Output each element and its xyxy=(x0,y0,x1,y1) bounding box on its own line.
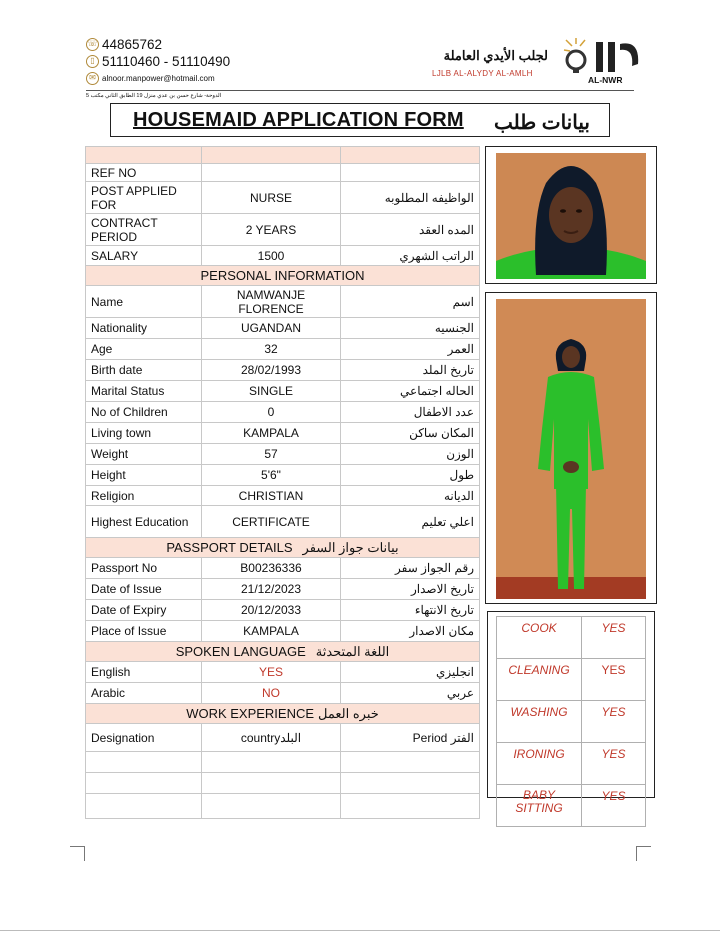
skill-value: YES xyxy=(582,659,646,701)
row-label: No of Children xyxy=(86,402,202,423)
table-row xyxy=(86,286,480,318)
row-value: 28/02/1993 xyxy=(202,360,341,381)
skill-name: IRONING xyxy=(497,743,582,785)
logo-mark-text: AL-NWR xyxy=(588,75,623,85)
page-corner-mark xyxy=(636,846,651,861)
table-row xyxy=(86,444,480,465)
row-label: Place of Issue xyxy=(86,621,202,642)
table-row xyxy=(86,182,480,214)
skill-value: YES xyxy=(582,617,646,659)
row-label-ar: طول xyxy=(341,465,480,486)
address-text: الدوحة- شارع حسن بن عدي منزل 19 الطابق الثاني مكتب 5 xyxy=(86,93,222,99)
row-label-ar: عدد الاطفال xyxy=(341,402,480,423)
row-value: UGANDAN xyxy=(202,318,341,339)
row-value: KAMPALA xyxy=(202,621,341,642)
row-label-ar: تاريخ الانتهاء xyxy=(341,600,480,621)
row-value: 20/12/2033 xyxy=(202,600,341,621)
skill-name: BABY SITTING xyxy=(497,785,582,827)
skill-row xyxy=(497,701,646,743)
row-value: 5'6" xyxy=(202,465,341,486)
designation-header: Designation xyxy=(86,724,202,752)
row-value: 57 xyxy=(202,444,341,465)
row-value: YES xyxy=(202,662,341,683)
skill-row xyxy=(497,659,646,701)
row-label-ar: المكان ساكن xyxy=(341,423,480,444)
work-row xyxy=(86,794,480,819)
skill-name: WASHING xyxy=(497,701,582,743)
row-label: Weight xyxy=(86,444,202,465)
table-row xyxy=(86,662,480,683)
row-label: Arabic xyxy=(86,683,202,704)
portrait-photo xyxy=(496,153,646,279)
row-value: NURSE xyxy=(202,182,341,214)
row-value: KAMPALA xyxy=(202,423,341,444)
row-label-ar: تاريخ الملد xyxy=(341,360,480,381)
row-label-ar: الجنسيه xyxy=(341,318,480,339)
row-label: Living town xyxy=(86,423,202,444)
table-row xyxy=(86,486,480,506)
table-row xyxy=(86,381,480,402)
table-row xyxy=(86,621,480,642)
table-row xyxy=(86,465,480,486)
row-label: Passport No xyxy=(86,558,202,579)
row-value: 32 xyxy=(202,339,341,360)
row-label: POST APPLIED FOR xyxy=(86,182,202,214)
phone-number-1: 44865762 xyxy=(102,37,163,52)
country-header: country xyxy=(240,730,281,745)
row-label: Date of Issue xyxy=(86,579,202,600)
application-table xyxy=(85,146,480,819)
table-row xyxy=(86,423,480,444)
row-label-ar: الوزن xyxy=(341,444,480,465)
row-label: REF NO xyxy=(86,164,202,182)
section-title: PASSPORT DETAILS xyxy=(166,539,293,555)
row-value: CERTIFICATE xyxy=(202,506,341,538)
row-label: Date of Expiry xyxy=(86,600,202,621)
form-title-arabic: بيانات طلب xyxy=(494,112,590,134)
section-title-ar: اللغة المتحدثة xyxy=(315,643,390,659)
row-value: 0 xyxy=(202,402,341,423)
row-value: 1500 xyxy=(202,246,341,266)
row-label: CONTRACT PERIOD xyxy=(86,214,202,246)
period-header-ar: الفتر xyxy=(450,730,474,745)
section-language xyxy=(86,642,480,662)
section-title: PERSONAL INFORMATION xyxy=(86,266,480,286)
full-body-photo xyxy=(496,299,646,599)
row-value: NO xyxy=(202,683,341,704)
row-label-ar: اعلي تعليم xyxy=(341,506,480,538)
row-label-ar: المده العقد xyxy=(341,214,480,246)
table-row xyxy=(86,360,480,381)
table-row xyxy=(86,318,480,339)
page-corner-mark xyxy=(70,846,85,861)
row-label-ar: رقم الجواز سفر xyxy=(341,558,480,579)
row-value: B00236336 xyxy=(202,558,341,579)
section-passport xyxy=(86,538,480,558)
row-value: NAMWANJE FLORENCE xyxy=(202,286,341,318)
section-title-ar: بيانات جواز السفر xyxy=(302,539,399,555)
table-row xyxy=(86,506,480,538)
section-work xyxy=(86,704,480,724)
phone-number-2: 51110460 - 51110490 xyxy=(102,54,231,69)
row-value: 21/12/2023 xyxy=(202,579,341,600)
portrait-photo-frame xyxy=(485,146,657,284)
page-bottom-rule xyxy=(0,930,720,931)
row-label: Birth date xyxy=(86,360,202,381)
skill-row xyxy=(497,743,646,785)
skills-box xyxy=(487,611,655,815)
row-label-ar: عربي xyxy=(341,683,480,704)
row-label: Religion xyxy=(86,486,202,506)
form-title: HOUSEMAID APPLICATION FORM xyxy=(133,109,464,131)
table-row xyxy=(86,683,480,704)
row-label-ar: الراتب الشهري xyxy=(341,246,480,266)
work-header-row xyxy=(86,724,480,752)
table-row xyxy=(86,339,480,360)
skill-row xyxy=(497,785,646,827)
email-icon: ✉ xyxy=(86,72,99,85)
full-body-photo-frame xyxy=(485,292,657,604)
logo-arabic-text: لجلب الأيدي العاملة xyxy=(443,48,548,63)
skill-value: YES xyxy=(582,701,646,743)
period-header: Period xyxy=(412,730,448,745)
work-row xyxy=(86,773,480,794)
row-label-ar: الديانه xyxy=(341,486,480,506)
row-label-ar: انجليزي xyxy=(341,662,480,683)
table-header-row xyxy=(86,147,480,164)
row-label: SALARY xyxy=(86,246,202,266)
table-row xyxy=(86,402,480,423)
skill-name: COOK xyxy=(497,617,582,659)
row-value: 2 YEARS xyxy=(202,214,341,246)
table-row xyxy=(86,246,480,266)
country-header-ar: البلد xyxy=(280,730,302,745)
email-address: alnoor.manpower@hotmail.com xyxy=(102,74,215,83)
table-row xyxy=(86,214,480,246)
row-label-ar: الواظيفه المطلوبه xyxy=(341,182,480,214)
table-row xyxy=(86,600,480,621)
row-label-ar: تاريخ الاصدار xyxy=(341,579,480,600)
table-row xyxy=(86,579,480,600)
row-value: CHRISTIAN xyxy=(202,486,341,506)
section-title: WORK EXPERIENCE xyxy=(186,705,315,721)
section-title: SPOKEN LANGUAGE xyxy=(175,643,306,659)
row-label: Height xyxy=(86,465,202,486)
mobile-icon: ▯ xyxy=(86,55,99,68)
row-label-ar xyxy=(341,164,480,182)
header-rule xyxy=(86,90,634,91)
table-row xyxy=(86,558,480,579)
skill-name: CLEANING xyxy=(497,659,582,701)
skills-table xyxy=(496,616,646,827)
logo-english-text: LJLB AL-ALYDY AL-AMLH xyxy=(432,69,533,78)
phone-icon: ☏ xyxy=(86,38,99,51)
table-row xyxy=(86,164,480,182)
row-label: Marital Status xyxy=(86,381,202,402)
row-value: SINGLE xyxy=(202,381,341,402)
skill-value: YES xyxy=(582,743,646,785)
row-label: Name xyxy=(86,286,202,318)
section-personal xyxy=(86,266,480,286)
skill-row xyxy=(497,617,646,659)
row-label-ar: الحاله اجتماعي xyxy=(341,381,480,402)
row-label-ar: العمر xyxy=(341,339,480,360)
section-title-ar: خبره العمل xyxy=(318,705,379,721)
row-label: Nationality xyxy=(86,318,202,339)
row-label-ar: مكان الاصدار xyxy=(341,621,480,642)
row-label: Highest Education xyxy=(86,506,202,538)
row-label-ar: اسم xyxy=(341,286,480,318)
skill-value: YES xyxy=(582,785,646,827)
work-row xyxy=(86,752,480,773)
row-value xyxy=(202,164,341,182)
row-label: English xyxy=(86,662,202,683)
row-label: Age xyxy=(86,339,202,360)
contact-block xyxy=(86,36,230,105)
